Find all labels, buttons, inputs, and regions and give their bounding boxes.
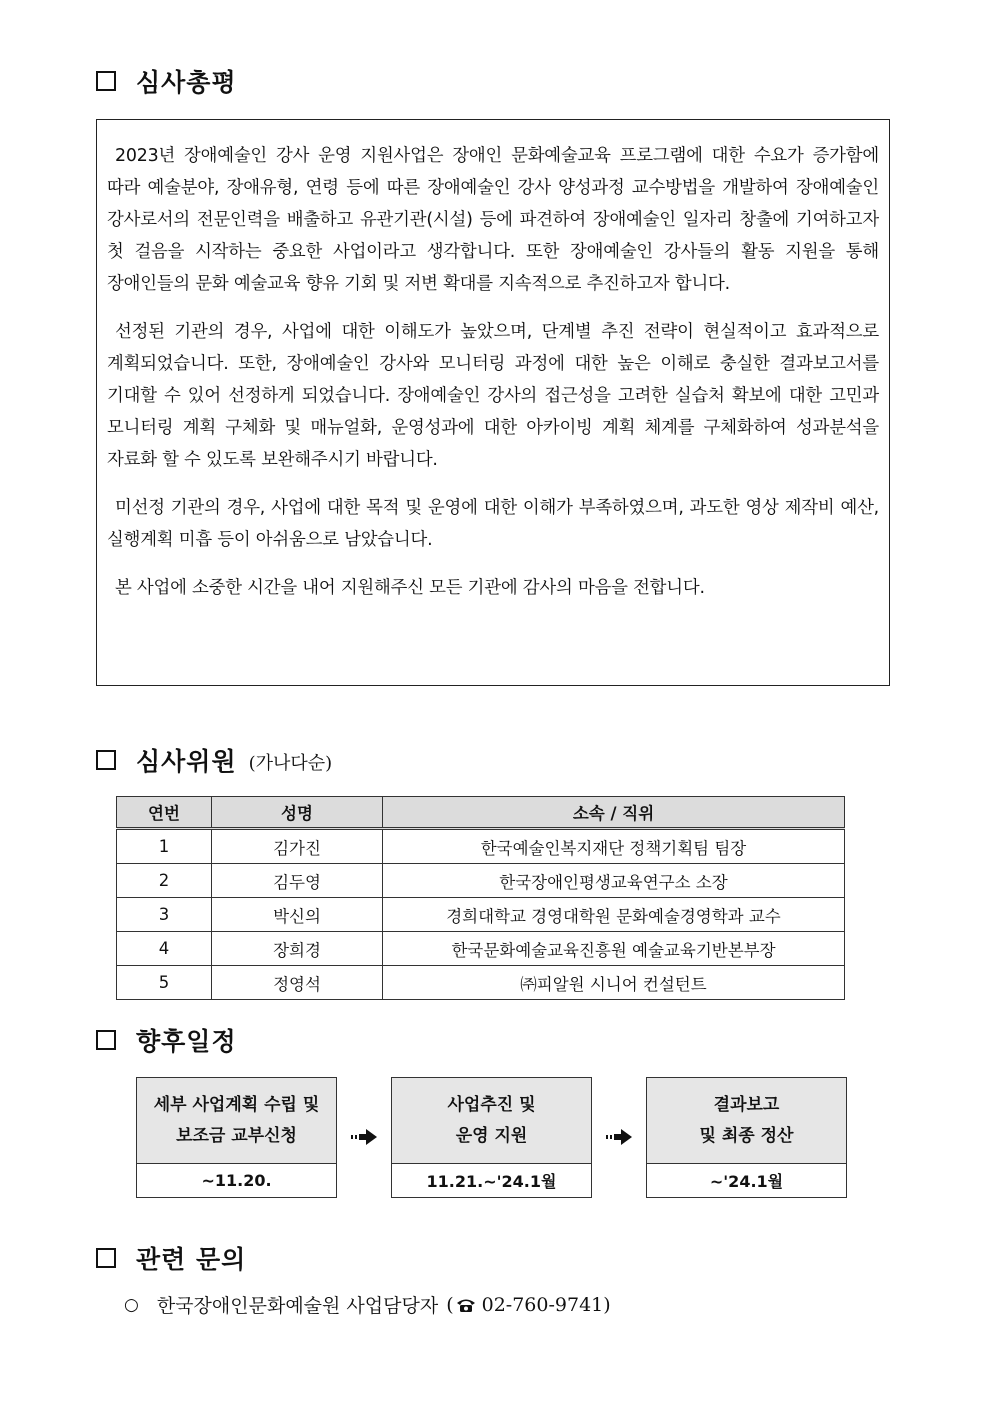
table-cell: 4 xyxy=(117,932,212,966)
table-row xyxy=(117,966,845,1000)
schedule-step-label xyxy=(392,1078,591,1164)
step-line: 사업추진 및 xyxy=(447,1094,536,1115)
members-table xyxy=(116,796,845,1000)
step-line: 결과보고 xyxy=(713,1094,780,1115)
schedule-step-date: 11.21.~'24.1월 xyxy=(426,1172,557,1191)
checkbox-icon xyxy=(96,1030,116,1050)
column-header: 연번 xyxy=(117,797,212,829)
table-cell: 3 xyxy=(117,898,212,932)
phone-icon xyxy=(456,1297,476,1313)
checkbox-icon xyxy=(96,71,116,91)
table-cell: 정영석 xyxy=(212,966,383,1000)
step-line: 및 최종 정산 xyxy=(699,1125,794,1146)
arrow-right-icon xyxy=(606,1127,632,1147)
schedule-step xyxy=(646,1077,847,1198)
table-cell: 김두영 xyxy=(212,864,383,898)
table-row xyxy=(117,864,845,898)
review-paragraph: 선정된 기관의 경우, 사업에 대한 이해도가 높았으며, 단계별 추진 전략이 현실적이고 효과적으로 계획되었습니다. 또한, 장애예술인 강사와 모니터링 과정에 대한 높은 이해로 충실한 결과보고서를 기대할 수 있어 선정하게 되었습니다. 장애예술인 강사의 접근성을 고려한 실습처 확보에 대한 고민과 모니터링 계획 구체화 및 매뉴얼화, 운영성과에 대한 아카이빙 계획 체계를 구체화하여 성과분석을 자료화 할 수 있도록 보완해주시기 바랍니다. xyxy=(107,322,879,470)
contact-phone: 02-760-9741 xyxy=(481,1293,604,1316)
table-row xyxy=(117,932,845,966)
review-summary-box xyxy=(96,119,890,686)
review-section-heading xyxy=(96,63,237,99)
schedule-step-label xyxy=(137,1078,336,1164)
schedule-step-label xyxy=(647,1078,846,1164)
column-header: 소속 / 직위 xyxy=(383,797,845,829)
table-row xyxy=(117,829,845,864)
section-title: 향후일정 xyxy=(136,1027,237,1056)
section-note: (가나다순) xyxy=(248,753,333,774)
table-cell: 경희대학교 경영대학원 문화예술경영학과 교수 xyxy=(383,898,845,932)
schedule-step-date: ~11.20. xyxy=(201,1171,272,1190)
review-paragraph: 본 사업에 소중한 시간을 내어 지원해주신 모든 기관에 감사의 마음을 전합니다. xyxy=(115,578,705,598)
table-cell: ㈜피알원 시니어 컨설턴트 xyxy=(383,966,845,1000)
members-section-heading xyxy=(96,742,332,778)
table-cell: 5 xyxy=(117,966,212,1000)
contact-section-heading xyxy=(96,1240,246,1276)
contact-line: ○ 한국장애인문화예술원 사업담당자 ( 02-760-9741 ) xyxy=(124,1291,611,1318)
step-line: 세부 사업계획 수립 및 xyxy=(153,1094,320,1115)
step-line: 보조금 교부신청 xyxy=(176,1125,297,1146)
checkbox-icon xyxy=(96,1248,116,1268)
section-title: 심사총평 xyxy=(136,68,237,97)
checkbox-icon xyxy=(96,750,116,770)
table-cell: 한국예술인복지재단 정책기획팀 팀장 xyxy=(383,829,845,864)
table-cell: 2 xyxy=(117,864,212,898)
table-cell: 한국장애인평생교육연구소 소장 xyxy=(383,864,845,898)
table-header-row xyxy=(117,797,845,829)
contact-org: 한국장애인문화예술원 사업담당자 xyxy=(156,1295,439,1317)
table-row xyxy=(117,898,845,932)
schedule-step-date: ~'24.1월 xyxy=(709,1172,784,1191)
bullet-icon: ○ xyxy=(124,1294,139,1315)
review-paragraph: 2023년 장애예술인 강사 운영 지원사업은 장애인 문화예술교육 프로그램에 대한 수요가 증가함에 따라 예술분야, 장애유형, 연령 등에 따른 장애예술인 강사 양성과정 교수방법을 개발하여 장애예술인 강사로서의 전문인력을 배출하고 유관기관(시설) 등에 파견하여 장애예술인 일자리 창출에 기여하고자 첫 걸음을 시작하는 중요한 사업이라고 생각합니다. 또한 장애예술인 강사들의 활동 지원을 통해 장애인들의 문화 예술교육 향유 기회 및 저변 확대를 지속적으로 추진하고자 합니다. xyxy=(107,146,879,294)
table-cell: 박신의 xyxy=(212,898,383,932)
table-cell: 1 xyxy=(117,829,212,864)
table-cell: 김가진 xyxy=(212,829,383,864)
section-title: 관련 문의 xyxy=(136,1245,247,1274)
schedule-step xyxy=(391,1077,592,1198)
section-title: 심사위원 xyxy=(136,747,237,776)
table-cell: 한국문화예술교육진흥원 예술교육기반본부장 xyxy=(383,932,845,966)
arrow-right-icon xyxy=(351,1127,377,1147)
step-line: 운영 지원 xyxy=(455,1125,528,1146)
schedule-step xyxy=(136,1077,337,1198)
column-header: 성명 xyxy=(212,797,383,829)
schedule-section-heading xyxy=(96,1022,237,1058)
review-paragraph: 미선정 기관의 경우, 사업에 대한 목적 및 운영에 대한 이해가 부족하였으며, 과도한 영상 제작비 예산, 실행계획 미흡 등이 아쉬움으로 남았습니다. xyxy=(107,498,879,550)
table-cell: 장희경 xyxy=(212,932,383,966)
